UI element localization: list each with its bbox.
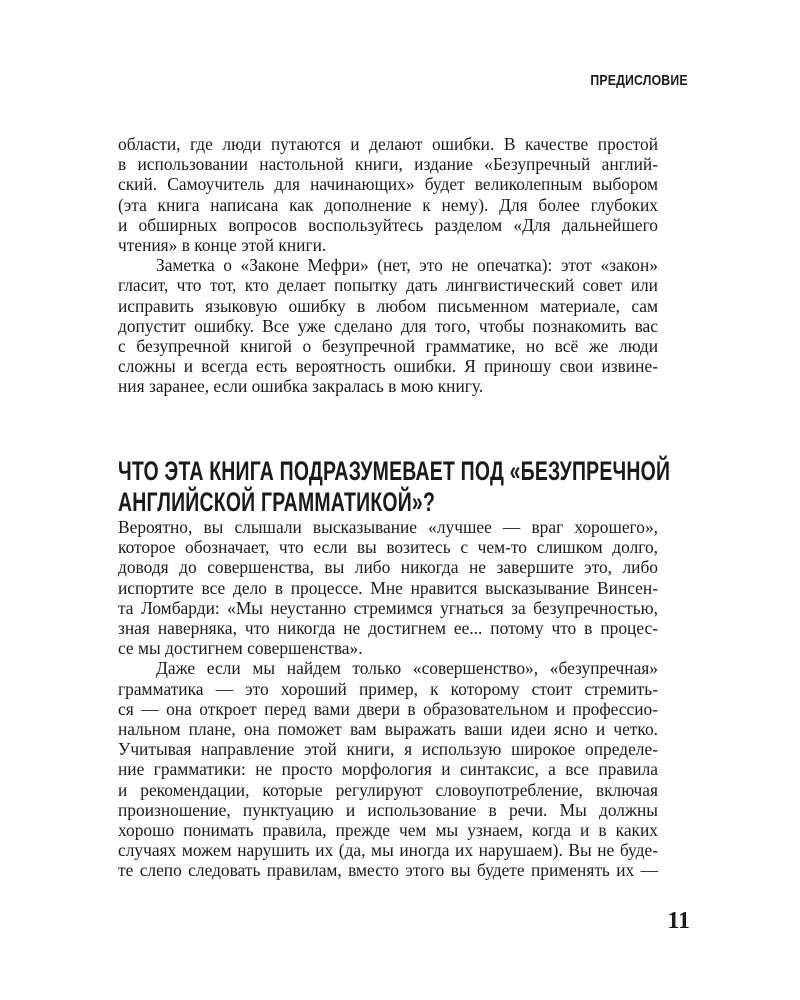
text-line: в использовании настольной книги, издание «Безупречный англий-: [118, 154, 658, 175]
text-line: хорошо понимать правила, прежде чем мы узнаем, когда и в каких: [118, 820, 658, 841]
text-line: с безупречной книгой о безупречной грамматике, но всё же люди: [118, 336, 658, 357]
text-line: исправить языковую ошибку в любом письменном материале, сам: [118, 295, 658, 316]
text-line: Даже если мы найдем только «совершенство», «безупречная»: [156, 658, 658, 679]
section-heading: [118, 456, 698, 518]
section-paragraph-1: [118, 517, 658, 658]
heading-line: АНГЛИЙСКОЙ ГРАММАТИКОЙ»?: [118, 487, 436, 517]
text-line: случаях можем нарушить их (да, мы иногда их нарушаем). Вы не буде-: [118, 840, 658, 861]
text-line: зная наверняка, что никогда не достигнем ее... потому что в процес-: [118, 618, 658, 639]
text-line: се мы достигнем совершенства».: [118, 638, 363, 659]
text-line: и рекомендации, которые регулируют словоупотребление, включая: [118, 779, 658, 800]
text-line: ния заранее, если ошибка закралась в мою книгу.: [118, 376, 484, 397]
text-line: чтения» в конце этой книги.: [118, 235, 327, 256]
text-line: которое обозначает, что если вы возитесь с чем-то слишком долго,: [118, 537, 658, 558]
text-line: испортите все дело в процессе. Мне нравится высказывание Винсен-: [118, 577, 658, 598]
text-line: доводя до совершенства, вы либо никогда не завершите это, либо: [118, 557, 658, 578]
text-line: грамматика — это хороший пример, к которому стоит стремить-: [118, 678, 658, 699]
heading-line: ЧТО ЭТА КНИГА ПОДРАЗУМЕВАЕТ ПОД «БЕЗУПРЕЧНОЙ: [118, 456, 671, 486]
text-line: ский. Самоучитель для начинающих» будет великолепным выбором: [118, 174, 658, 195]
text-line: гласит, что тот, кто делает попытку дать лингвистический совет или: [118, 275, 658, 296]
section-text: [118, 517, 658, 881]
intro-paragraph-2: [118, 255, 658, 396]
text-line: Учитывая направление этой книги, я использую широкое определе-: [118, 739, 658, 760]
section-paragraph-2: [118, 658, 658, 880]
text-line: нальном плане, она поможет вам выражать ваши идеи ясно и четко.: [118, 719, 658, 740]
text-line: и обширных вопросов воспользуйтесь разделом «Для дальнейшего: [118, 214, 658, 235]
text-line: (эта книга написана как дополнение к нему). Для более глубоких: [118, 194, 658, 215]
text-line: Вероятно, вы слышали высказывание «лучшее — враг хорошего»,: [118, 517, 658, 537]
text-line: та Ломбарди: «Мы неустанно стремимся угнаться за безупречностью,: [118, 597, 658, 618]
intro-paragraph-1: [118, 134, 658, 255]
intro-text: [118, 134, 658, 397]
text-line: ние грамматики: не просто морфология и синтаксис, а все правила: [118, 759, 658, 780]
running-head: ПРЕДИСЛОВИЕ: [590, 72, 688, 89]
text-line: произношение, пунктуацию и использование в речи. Мы должны: [118, 799, 658, 820]
text-line: области, где люди путаются и делают ошибки. В качестве простой: [118, 134, 658, 154]
text-line: сложны и всегда есть вероятность ошибки. Я приношу свои извине-: [118, 356, 658, 377]
page-number: 11: [667, 908, 690, 934]
text-line: допустит ошибку. Все уже сделано для того, чтобы познакомить вас: [118, 315, 658, 336]
text-line: те слепо следовать правилам, вместо этого вы будете применять их —: [118, 860, 658, 881]
text-line: Заметка о «Законе Мефри» (нет, это не опечатка): этот «закон»: [156, 255, 658, 276]
text-line: ся — она откроет перед вами двери в образовательном и профессио-: [118, 698, 658, 719]
